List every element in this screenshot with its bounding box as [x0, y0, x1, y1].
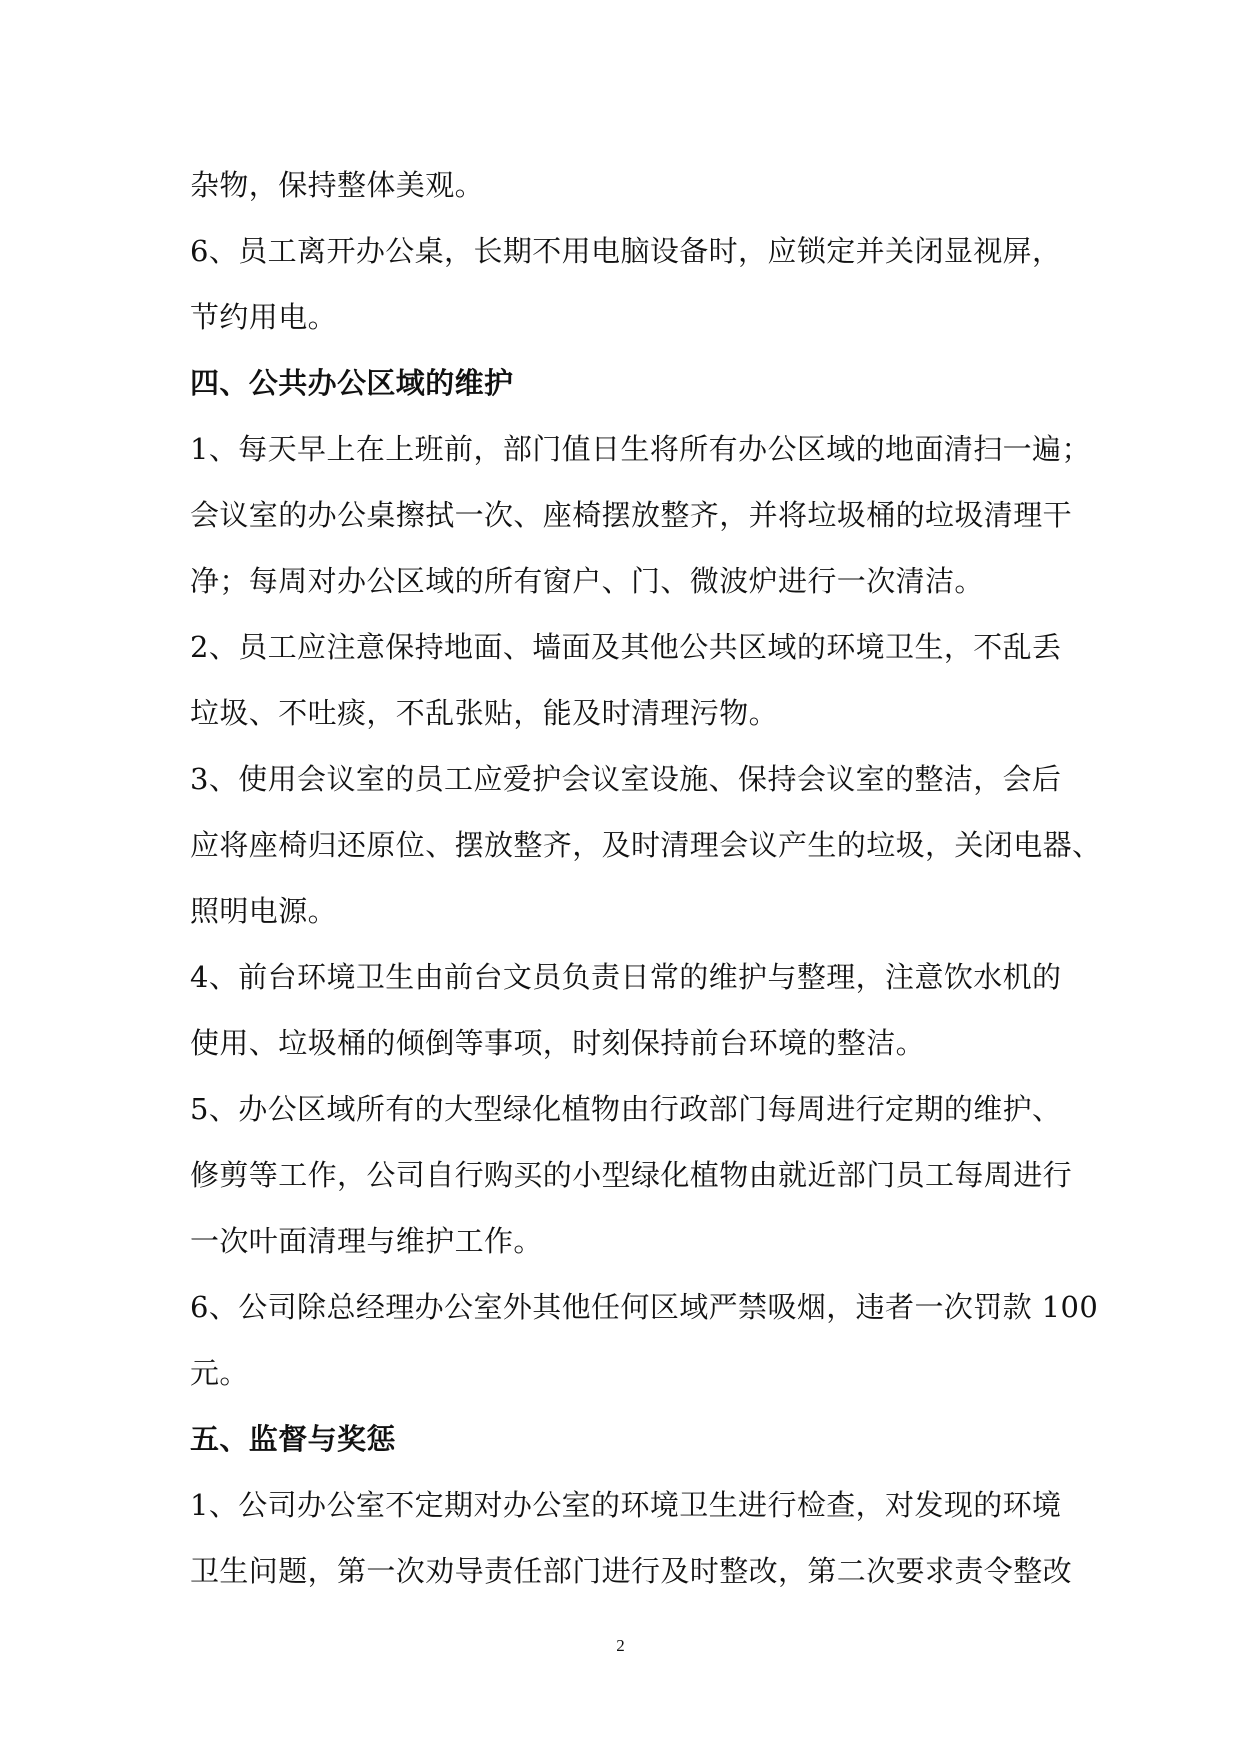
- body-line: 1、每天早上在上班前，部门值日生将所有办公区域的地面清扫一遍；: [190, 432, 1091, 466]
- body-line: 净；每周对办公区域的所有窗户、门、微波炉进行一次清洁。: [190, 564, 984, 598]
- body-line: 6、员工离开办公桌，长期不用电脑设备时，应锁定并关闭显视屏，: [190, 234, 1062, 268]
- page-number: 2: [616, 1636, 625, 1655]
- body-line: 1、公司办公室不定期对办公室的环境卫生进行检查，对发现的环境: [190, 1488, 1062, 1522]
- body-line: 照明电源。: [190, 894, 338, 928]
- body-line: 4、前台环境卫生由前台文员负责日常的维护与整理，注意饮水机的: [190, 960, 1062, 994]
- body-line: 杂物，保持整体美观。: [190, 168, 485, 202]
- body-line: 3、使用会议室的员工应爱护会议室设施、保持会议室的整洁，会后: [190, 762, 1062, 796]
- section-heading-supervision: 五、监督与奖惩: [190, 1422, 396, 1456]
- body-line: 元。: [190, 1356, 249, 1390]
- body-line: 一次叶面清理与维护工作。: [190, 1224, 543, 1258]
- body-line: 卫生问题，第一次劝导责任部门进行及时整改，第二次要求责令整改: [190, 1554, 1073, 1588]
- body-line: 节约用电。: [190, 300, 338, 334]
- body-line: 垃圾、不吐痰，不乱张贴，能及时清理污物。: [190, 696, 779, 730]
- body-line: 会议室的办公桌擦拭一次、座椅摆放整齐，并将垃圾桶的垃圾清理干: [190, 498, 1073, 532]
- body-line: 6、公司除总经理办公室外其他任何区域严禁吸烟，违者一次罚款 100: [190, 1290, 1099, 1324]
- section-heading-public-area: 四、公共办公区域的维护: [190, 366, 514, 400]
- body-line: 使用、垃圾桶的倾倒等事项，时刻保持前台环境的整洁。: [190, 1026, 926, 1060]
- body-line: 应将座椅归还原位、摆放整齐，及时清理会议产生的垃圾，关闭电器、: [190, 828, 1102, 862]
- body-line: 5、办公区域所有的大型绿化植物由行政部门每周进行定期的维护、: [190, 1092, 1062, 1126]
- body-line: 修剪等工作，公司自行购买的小型绿化植物由就近部门员工每周进行: [190, 1158, 1073, 1192]
- document-body: [190, 152, 1102, 1604]
- body-line: 2、员工应注意保持地面、墙面及其他公共区域的环境卫生，不乱丢: [190, 630, 1062, 664]
